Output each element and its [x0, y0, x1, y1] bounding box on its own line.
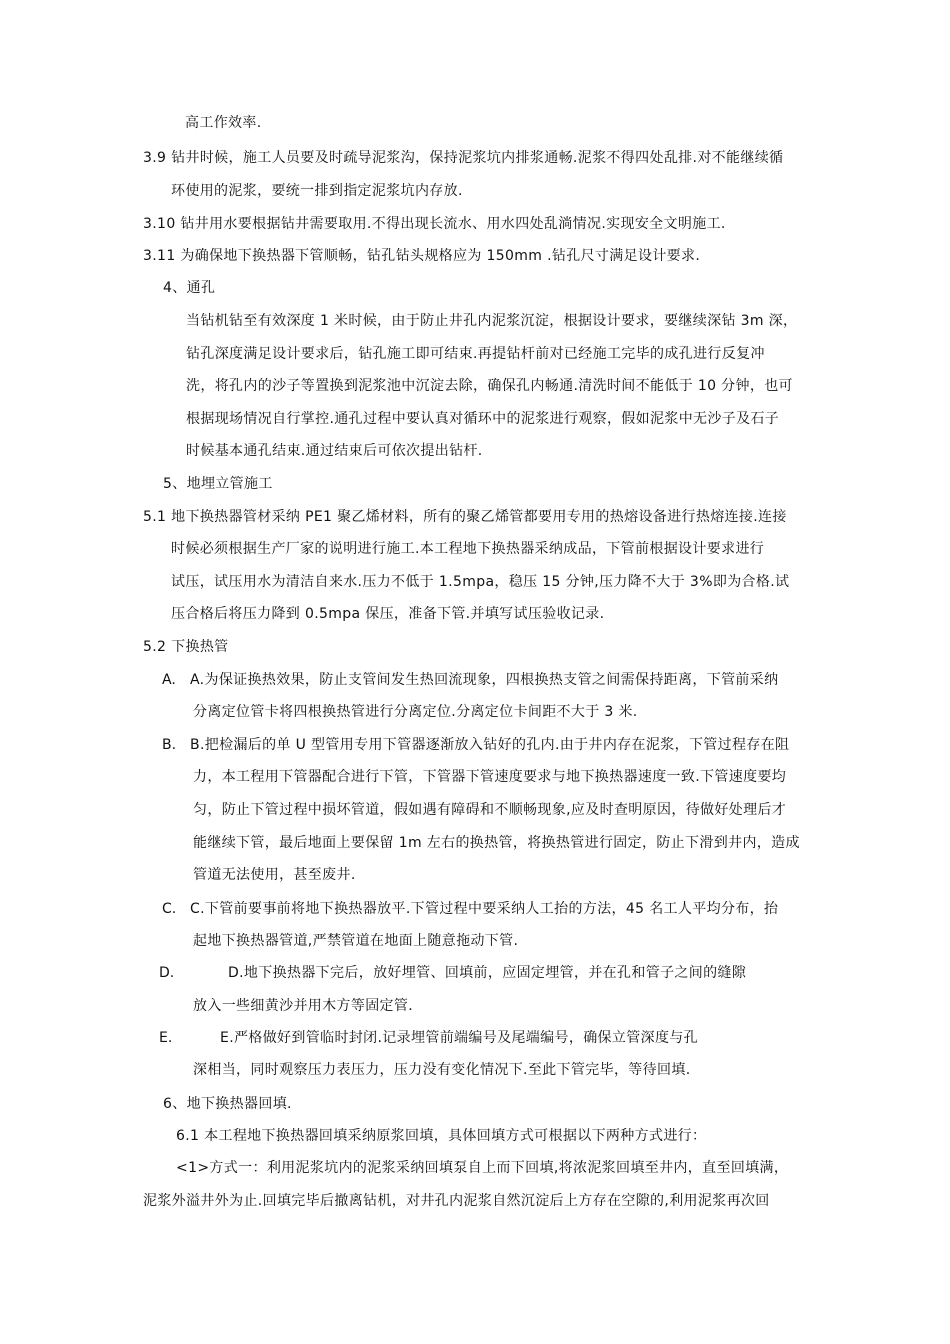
list-marker-b: B. — [162, 737, 177, 753]
text-line: 3.9 钻井时候，施工人员要及时疏导泥浆沟，保持泥浆坑内排浆通畅.泥浆不得四处乱排.对不能继续循 — [143, 150, 784, 166]
section-heading: 6、地下换热器回填. — [163, 1096, 292, 1112]
subsection-heading: 5.2 下换热管 — [143, 639, 229, 655]
text-line: 能继续下管，最后地面上要保留 1m 左右的换热管，将换热管进行固定，防止下滑到井内，造成 — [193, 835, 800, 851]
list-marker-d: D. — [159, 965, 175, 981]
text-line: E.严格做好到管临时封闭.记录埋管前端编号及尾端编号，确保立管深度与孔 — [220, 1030, 698, 1046]
list-marker-a: A. — [162, 672, 176, 688]
text-line: 钻孔深度满足设计要求后，钻孔施工即可结束.再提钻杆前对已经施工完毕的成孔进行反复冲 — [186, 346, 765, 362]
text-line: 5.1 地下换热器管材采纳 PE1 聚乙烯材料，所有的聚乙烯管都要用专用的热熔设备进行热熔连接.连接 — [143, 509, 787, 525]
list-marker-e: E. — [159, 1030, 173, 1046]
text-line: 分离定位管卡将四根换热管进行分离定位.分离定位卡间距不大于 3 米. — [193, 704, 638, 720]
text-line: 根据现场情况自行掌控.通孔过程中要认真对循环中的泥浆进行观察，假如泥浆中无沙子及石子 — [186, 411, 780, 427]
text-line: D.地下换热器下完后，放好埋管、回填前，应固定埋管，并在孔和管子之间的缝隙 — [228, 965, 747, 981]
text-line: B.把检漏后的单 U 型管用专用下管器逐渐放入钻好的孔内.由于井内存在泥浆，下管过程存在阻 — [190, 737, 790, 753]
text-line: 3.11 为确保地下换热器下管顺畅，钻孔钻头规格应为 150mm .钻孔尺寸满足设计要求. — [143, 248, 701, 264]
text-line: <1>方式一：利用泥浆坑内的泥浆采纳回填泵自上而下回填,将浓泥浆回填至井内，直至回填满， — [176, 1160, 789, 1176]
text-line: 力，本工程用下管器配合进行下管，下管器下管速度要求与地下换热器速度一致.下管速度要均 — [193, 769, 787, 785]
text-line: 当钻机钻至有效深度 1 米时候，由于防止井孔内泥浆沉淀，根据设计要求，要继续深钻 3m 深， — [186, 313, 798, 329]
text-line: 环使用的泥浆，要统一排到指定泥浆坑内存放. — [171, 183, 463, 199]
text-line: 时候必须根据生产厂家的说明进行施工.本工程地下换热器采纳成品，下管前根据设计要求进行 — [171, 541, 765, 557]
list-marker-c: C. — [162, 901, 177, 917]
text-line: 洗，将孔内的沙子等置换到泥浆池中沉淀去除，确保孔内畅通.清洗时间不能低于 10 分钟，也可 — [186, 378, 793, 394]
section-heading: 5、地埋立管施工 — [163, 476, 273, 492]
text-line: 起地下换热器管道,严禁管道在地面上随意拖动下管. — [193, 933, 519, 949]
text-line: A.为保证换热效果，防止支管间发生热回流现象，四根换热支管之间需保持距离，下管前采纳 — [190, 672, 779, 688]
section-heading: 4、通孔 — [163, 280, 216, 296]
text-line: 深相当，同时观察压力表压力，压力没有变化情况下.至此下管完毕，等待回填. — [193, 1062, 691, 1078]
text-line: 时候基本通孔结束.通过结束后可依次提出钻杆. — [186, 443, 483, 459]
text-line: C.下管前要事前将地下换热器放平.下管过程中要采纳人工抬的方法，45 名工人平均分布，抬 — [190, 901, 779, 917]
text-line: 泥浆外溢井外为止.回填完毕后撤离钻机，对井孔内泥浆自然沉淀后上方存在空隙的,利用泥浆再次回 — [143, 1193, 770, 1209]
text-line: 管道无法使用，甚至废井. — [193, 867, 356, 883]
text-line: 3.10 钻井用水要根据钻井需要取用.不得出现长流水、用水四处乱淌情况.实现安全文明施工. — [143, 216, 726, 232]
text-line: 压合格后将压力降到 0.5mpa 保压，准备下管.并填写试压验收记录. — [171, 606, 605, 622]
text-line: 匀，防止下管过程中损坏管道，假如遇有障碍和不顺畅现象,应及时查明原因，待做好处理后才 — [193, 802, 787, 818]
text-line: 6.1 本工程地下换热器回填采纳原浆回填，具体回填方式可根据以下两种方式进行： — [176, 1128, 707, 1144]
text-line: 试压，试压用水为清洁自来水.压力不低于 1.5mpa，稳压 15 分钟,压力降不大于 3%即为合格.试 — [171, 574, 790, 590]
text-line: 高工作效率. — [185, 115, 262, 131]
text-line: 放入一些细黄沙并用木方等固定管. — [193, 998, 414, 1014]
